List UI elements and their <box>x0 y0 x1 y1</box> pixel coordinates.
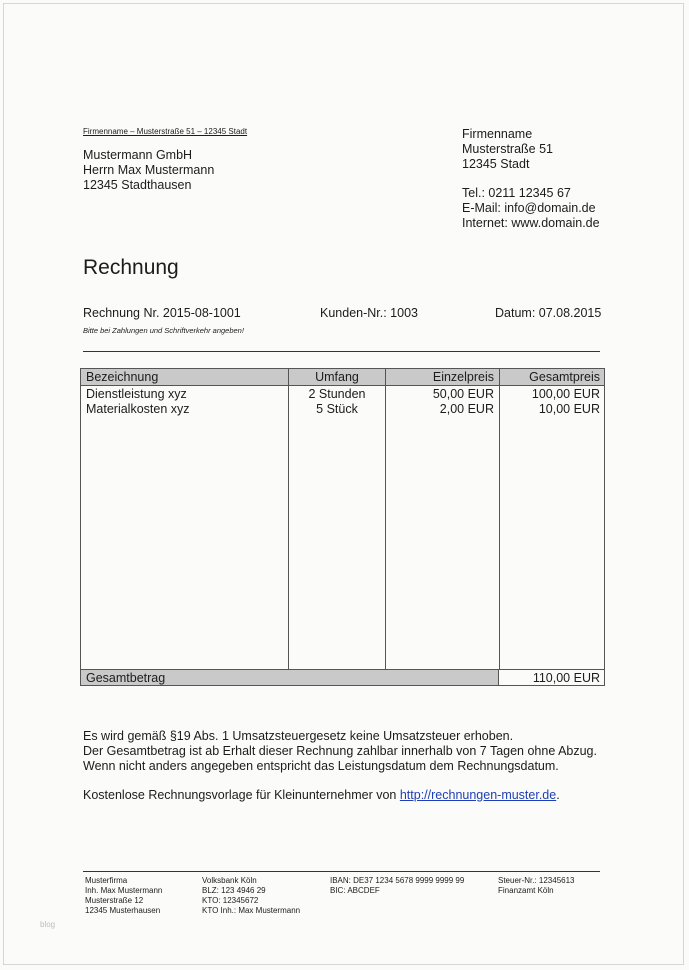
row-total-price: 10,00 EUR <box>538 402 600 416</box>
template-link[interactable]: http://rechnungen-muster.de <box>399 788 557 802</box>
invoice-number: Rechnung Nr. 2015-08-1001 <box>83 306 241 320</box>
recipient-address <box>83 148 214 193</box>
footer-iban <box>330 876 464 896</box>
document-title: Rechnung <box>83 256 179 279</box>
template-text: Kostenlose Rechnungsvorlage für Kleinunternehmer von <box>83 788 400 802</box>
terms-line: Es wird gemäß §19 Abs. 1 Umsatzsteuergesetz keine Umsatzsteuer erhoben. <box>83 729 514 743</box>
header-bezeichnung: Bezeichnung <box>86 370 159 384</box>
company-website: Internet: www.domain.de <box>462 216 600 230</box>
header-gesamtpreis: Gesamtpreis <box>529 370 600 384</box>
sender-address-line: Firmenname – Musterstraße 51 – 12345 Stadt <box>83 127 248 136</box>
footer-divider <box>83 871 600 872</box>
footer-line: IBAN: DE37 1234 5678 9999 9999 99 <box>330 876 465 885</box>
company-info <box>462 127 600 231</box>
recipient-line: 12345 Stadthausen <box>83 178 192 192</box>
footer-line: Finanzamt Köln <box>498 886 554 895</box>
company-address-line: Musterstraße 51 <box>462 142 554 156</box>
header-divider <box>83 351 600 352</box>
table-header <box>81 369 604 386</box>
footer-line: KTO: 12345672 <box>202 896 259 905</box>
footer-line: 12345 Musterhausen <box>85 906 161 915</box>
total-value: 110,00 EUR <box>532 671 600 685</box>
footer-line: Volksbank Köln <box>202 876 257 885</box>
header-einzelpreis: Einzelpreis <box>432 370 494 384</box>
row-unit-price: 50,00 EUR <box>432 387 494 401</box>
watermark: blog <box>40 920 56 929</box>
footer-line: Inh. Max Mustermann <box>85 886 163 895</box>
recipient-line: Herrn Max Mustermann <box>83 163 215 177</box>
footer-company <box>85 876 162 916</box>
footer-line: BLZ: 123 4946 29 <box>202 886 266 895</box>
footer-bank <box>202 876 300 916</box>
company-phone: Tel.: 0211 12345 67 <box>462 186 571 200</box>
row-unit-price: 2,00 EUR <box>439 402 494 416</box>
header-umfang: Umfang <box>315 370 359 384</box>
footer-line: KTO Inh.: Max Mustermann <box>202 906 301 915</box>
row-quantity: 2 Stunden <box>308 387 366 401</box>
row-total-price: 100,00 EUR <box>531 387 600 401</box>
row-quantity: 5 Stück <box>316 402 358 416</box>
terms-line: Wenn nicht anders angegeben entspricht das Leistungsdatum dem Rechnungsdatum. <box>83 759 559 773</box>
terms-line: Der Gesamtbetrag ist ab Erhalt dieser Rechnung zahlbar innerhalb von 7 Tagen ohne Abzug. <box>83 744 597 758</box>
footer-line: BIC: ABCDEF <box>330 886 380 895</box>
reference-note: Bitte bei Zahlungen und Schriftverkehr angeben! <box>83 326 244 335</box>
company-address-line: Firmenname <box>462 127 533 141</box>
template-credit <box>83 788 560 802</box>
table-total-row <box>81 669 604 685</box>
row-description: Materialkosten xyz <box>86 402 190 416</box>
footer-line: Musterfirma <box>85 876 128 885</box>
footer-tax <box>498 876 575 896</box>
invoice-table <box>80 368 605 686</box>
row-description: Dienstleistung xyz <box>86 387 187 401</box>
footer-line: Musterstraße 12 <box>85 896 144 905</box>
footer-line: Steuer-Nr.: 12345613 <box>498 876 575 885</box>
customer-number: Kunden-Nr.: 1003 <box>320 306 418 320</box>
company-address-line: 12345 Stadt <box>462 157 530 171</box>
template-suffix: . <box>556 788 560 802</box>
payment-terms <box>83 729 597 774</box>
invoice-date: Datum: 07.08.2015 <box>495 306 602 320</box>
total-label: Gesamtbetrag <box>86 671 166 685</box>
company-email: E-Mail: info@domain.de <box>462 201 596 215</box>
recipient-line: Mustermann GmbH <box>83 148 193 162</box>
